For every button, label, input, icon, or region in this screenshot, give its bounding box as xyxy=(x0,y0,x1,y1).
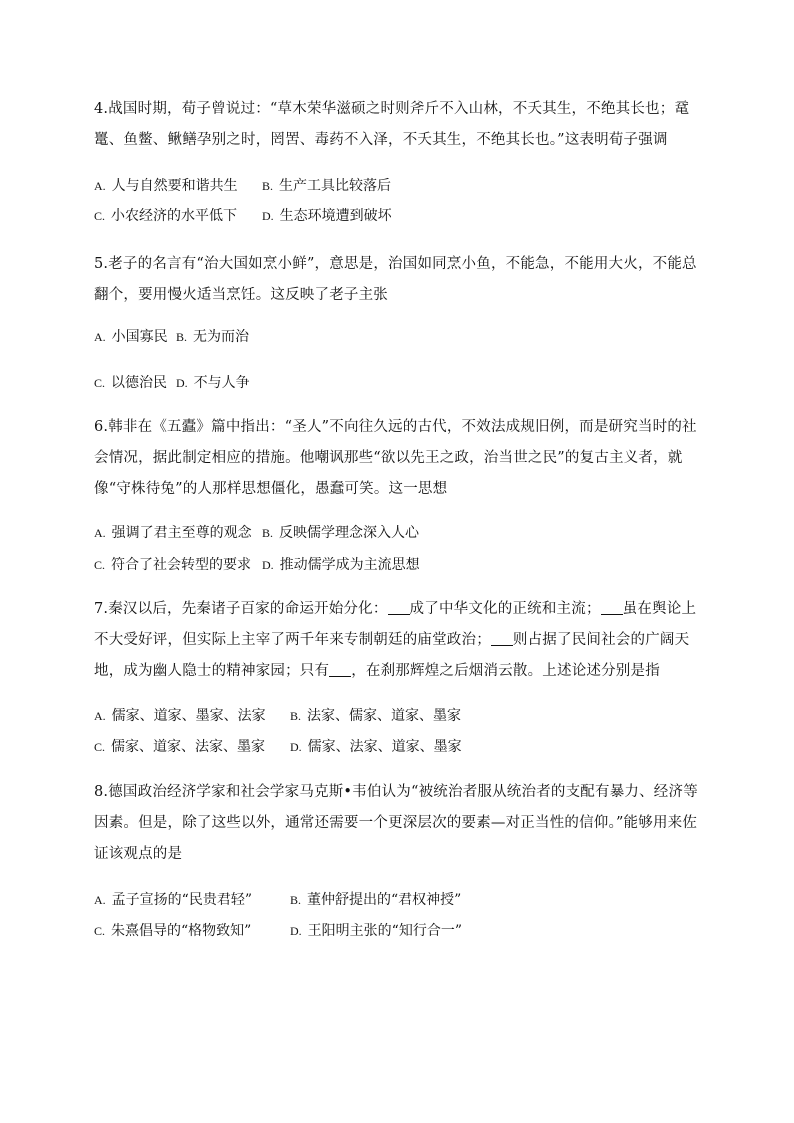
question-5-option-b[interactable] xyxy=(176,327,249,347)
blank-line xyxy=(601,600,623,615)
blank-line xyxy=(388,600,410,615)
question-4-stem: 4.战国时期，荀子曾说过：“草木荣华滋硕之时则斧斤不入山林，不夭其生，不绝其长也；鼋鼍、鱼鳖、鳅鳝孕别之时，罔罟、毒药不入泽，不夭其生，不绝其长也。”这表明荀子强调 xyxy=(94,101,690,148)
option-letter: A. xyxy=(94,330,106,344)
question-6-option-c[interactable] xyxy=(94,555,251,575)
option-text: 小农经济的水平低下 xyxy=(111,208,238,224)
option-letter: B. xyxy=(290,893,302,907)
question-6-option-d[interactable] xyxy=(262,555,420,575)
question-8-stem: 8.德国政治经济学家和社会学家马克斯•韦伯认为“被统治者服从统治者的支配有暴力、经济等因素。但是，除了这些以外，通常还需要一个更深层次的要素—对正当性的信仰。”能够用来佐证该观点的是 xyxy=(94,784,698,862)
option-text: 朱熹倡导的“格物致知” xyxy=(111,923,252,939)
option-text: 儒家、道家、墨家、法家 xyxy=(111,708,266,724)
question-8-option-d[interactable] xyxy=(290,921,462,941)
option-text: 法家、儒家、道家、墨家 xyxy=(307,708,462,724)
option-letter: B. xyxy=(290,709,302,723)
option-text: 儒家、道家、法家、墨家 xyxy=(111,739,266,755)
question-8-option-a[interactable] xyxy=(94,890,252,910)
option-letter: D. xyxy=(176,376,188,390)
question-8-option-c[interactable] xyxy=(94,921,251,941)
question-5-option-a[interactable] xyxy=(94,327,168,347)
stem-part: 成了中华文化的正统和主流； xyxy=(409,601,601,617)
option-text: 王阳明主张的“知行合一” xyxy=(307,923,462,939)
question-4-option-a[interactable] xyxy=(94,176,238,196)
option-text: 孟子宣扬的“民贵君轻” xyxy=(111,892,252,908)
option-letter: A. xyxy=(94,893,106,907)
option-letter: D. xyxy=(290,924,302,938)
question-7-option-a[interactable] xyxy=(94,706,266,726)
option-text: 以德治民 xyxy=(111,375,168,391)
option-letter: C. xyxy=(94,740,106,754)
option-text: 反映儒学理念深入人心 xyxy=(279,525,420,541)
stem-part: 虽在舆论上不大受好评，但实际上主宰了两千年来专制朝廷的庙堂政治； xyxy=(94,601,697,648)
option-text: 人与自然要和谐共生 xyxy=(111,178,238,194)
option-letter: D. xyxy=(262,209,274,223)
question-5-option-c[interactable] xyxy=(94,373,167,393)
option-text: 生态环境遭到破坏 xyxy=(279,208,392,224)
option-letter: A. xyxy=(94,179,106,193)
question-7-option-c[interactable] xyxy=(94,737,265,757)
option-letter: C. xyxy=(94,558,106,572)
blank-line xyxy=(329,662,351,677)
option-letter: C. xyxy=(94,924,106,938)
question-5-option-d[interactable] xyxy=(176,373,250,393)
stem-part: 则占据了民间社会的广阔天地，成为幽人隐士的精神家园；只有 xyxy=(94,632,690,679)
option-letter: A. xyxy=(94,709,106,723)
blank-line xyxy=(491,631,513,646)
question-4-option-d[interactable] xyxy=(262,206,392,226)
stem-part: 7.秦汉以后，先秦诸子百家的命运开始分化： xyxy=(94,601,388,617)
question-6-stem: 6.韩非在《五蠹》篇中指出：“圣人”不向往久远的古代，不效法成规旧例，而是研究当时的社会情况，据此制定相应的措施。他嘲讽那些“欲以先王之政，治当世之民”的复古主义者，就像“守株待兔”的人那样思想僵化，愚蠢可笑。这一思想 xyxy=(94,419,697,497)
question-5-stem: 5.老子的名言有“治大国如烹小鲜”，意思是，治国如同烹小鱼，不能急，不能用大火，不能总翻个，要用慢火适当烹饪。这反映了老子主张 xyxy=(94,256,697,303)
question-8-option-b[interactable] xyxy=(290,890,461,910)
option-letter: A. xyxy=(94,526,106,540)
question-4-option-c[interactable] xyxy=(94,206,237,226)
question-6-option-a[interactable] xyxy=(94,523,252,543)
question-7-stem xyxy=(94,594,704,687)
option-text: 不与人争 xyxy=(193,375,250,391)
option-letter: D. xyxy=(262,558,274,572)
option-text: 无为而治 xyxy=(193,329,250,345)
option-text: 生产工具比较落后 xyxy=(279,178,392,194)
question-7-option-d[interactable] xyxy=(290,737,462,757)
question-4-option-b[interactable] xyxy=(262,176,391,196)
option-text: 董仲舒提出的“君权神授” xyxy=(307,892,462,908)
option-letter: C. xyxy=(94,376,106,390)
option-text: 小国寡民 xyxy=(111,329,168,345)
option-text: 符合了社会转型的要求 xyxy=(111,557,252,573)
stem-part: ，在刹那辉煌之后烟消云散。上述论述分别是指 xyxy=(351,663,660,679)
option-text: 儒家、法家、道家、墨家 xyxy=(307,739,462,755)
option-letter: B. xyxy=(262,179,274,193)
option-letter: B. xyxy=(176,330,188,344)
option-text: 推动儒学成为主流思想 xyxy=(279,557,420,573)
option-letter: D. xyxy=(290,740,302,754)
question-7-option-b[interactable] xyxy=(290,706,461,726)
option-letter: C. xyxy=(94,209,106,223)
question-6-option-b[interactable] xyxy=(262,523,419,543)
option-text: 强调了君主至尊的观念 xyxy=(111,525,252,541)
option-letter: B. xyxy=(262,526,274,540)
